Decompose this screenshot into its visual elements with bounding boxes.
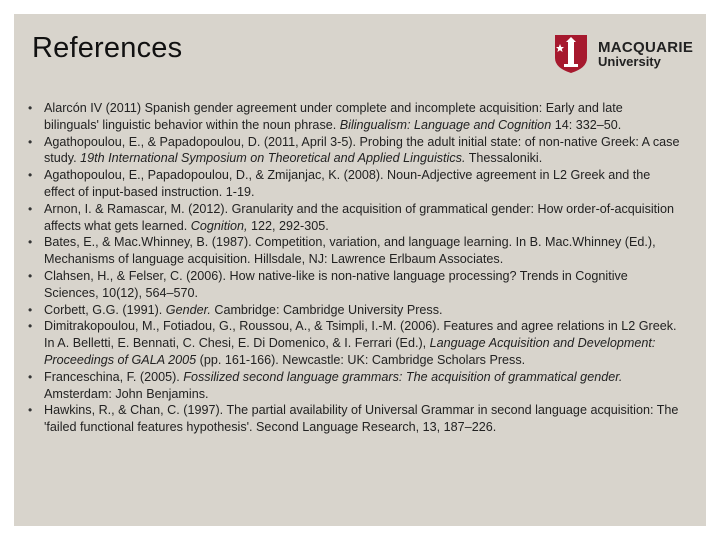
reference-text: Cambridge: Cambridge University Press. [210,302,443,317]
reference-text: 14: 332–50. [551,117,622,132]
shield-lighthouse-icon [554,34,588,74]
bullet-icon: • [28,168,33,183]
reference-italic-text: Gender. [165,302,211,317]
reference-text: Alarcón IV (2011) Spanish gender agreement under complete and incomplete acquisition: Early and late bilinguals' linguistic behavior within the noun phrase. [44,101,623,132]
reference-text: (pp. 161-166). Newcastle: UK: Cambridge Scholars Press. [196,352,526,367]
reference-text: 122, 292-305. [247,218,329,233]
reference-item [26,369,680,403]
reference-item [26,402,680,436]
reference-list [26,100,680,436]
slide [14,14,706,526]
reference-text: Agathopoulou, E., & Papadopoulou, D. (2011, April 3-5). Probing the adult initial state: of non-native Greek: A case study. [44,134,680,166]
bullet-icon: • [28,134,33,149]
reference-item [26,268,680,302]
reference-item [26,234,680,268]
reference-text: Corbett, G.G. (1991). [44,302,166,317]
reference-text: Thessaloniki. [465,151,543,166]
reference-italic-text: Fossilized second language grammars: The acquisition of grammatical gender. [183,369,623,384]
page-title: References [32,32,183,64]
reference-text: Bates, E., & Mac.Whinney, B. (1987). Competition, variation, and language learning. In B. Mac.Whinney (Ed.), Mechanisms of language acquisition. Hillsdale, NJ: Lawrence Erlbaum Associates. [44,235,656,267]
bullet-icon: • [28,403,33,418]
bullet-icon: • [28,268,33,283]
reference-italic-text: Cognition, [190,218,248,233]
reference-text: Arnon, I. & Ramascar, M. (2012). Granularity and the acquisition of grammatical gender: How order-of-acquisition affects what gets learned. [44,201,674,233]
bullet-icon: • [28,201,33,216]
reference-item [26,100,680,134]
reference-text: Dimitrakopoulou, M., Fotiadou, G., Roussou, A., & Tsimpli, I.-M. (2006). Features and agree relations in L2 Greek. In A. Belletti, E. Bennati, C. Chesi, E. Di Domenico, & I. Ferrari (Ed.), [44,319,677,351]
reference-item [26,201,680,235]
bullet-icon: • [28,302,33,317]
bullet-icon: • [28,319,33,334]
reference-italic-text: Language Acquisition and Development: Proceedings of GALA 2005 [44,336,656,367]
logo-text-university: University [598,54,661,69]
reference-text: Clahsen, H., & Felser, C. (2006). How native-like is non-native language processing? Trends in Cognitive Sciences, 10(12), 564–570. [44,268,628,300]
bullet-icon: • [28,369,33,384]
reference-text: Franceschina, F. (2005). [44,369,184,384]
reference-item [26,134,680,168]
bullet-icon: • [28,101,33,115]
logo-text-macquarie: MACQUARIE [598,39,694,56]
reference-italic-text: Bilingualism: Language and Cognition [339,117,552,132]
reference-item [26,167,680,201]
reference-text: Amsterdam: John Benjamins. [44,386,209,401]
reference-item [26,302,680,319]
macquarie-logo [554,34,704,78]
bullet-icon: • [28,235,33,250]
reference-text: Hawkins, R., & Chan, C. (1997). The partial availability of Universal Grammar in second language acquisition: The 'failed functional features hypothesis'. Second Language Research, 13, 187–226. [44,403,679,435]
reference-text: Agathopoulou, E., Papadopoulou, D., & Zmijanjac, K. (2008). Noun-Adjective agreement in L2 Greek and the effect of input-based instruction. 1-19. [44,168,651,199]
reference-item [26,318,680,368]
reference-italic-text: 19th International Symposium on Theoretical and Applied Linguistics. [80,151,466,166]
